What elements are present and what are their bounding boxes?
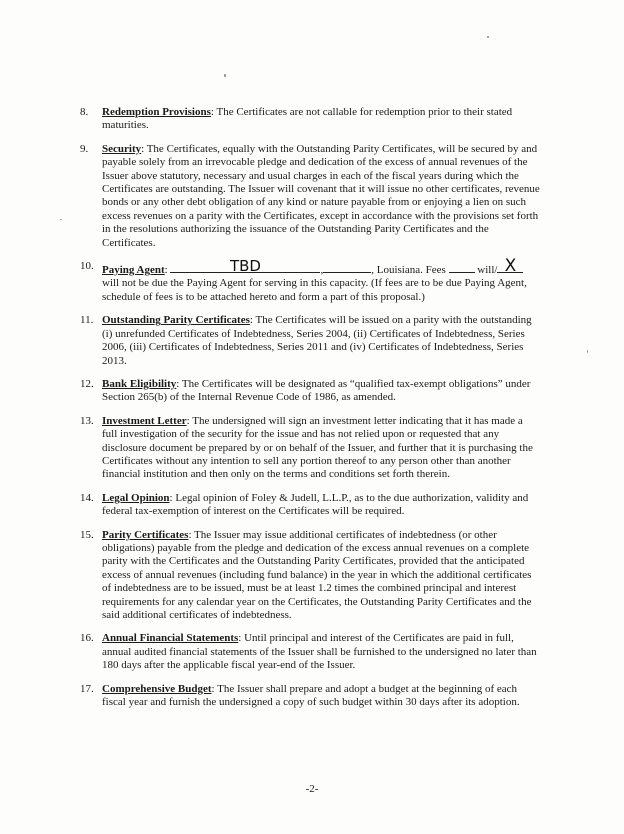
list-item <box>80 492 540 519</box>
list-item <box>80 143 540 250</box>
list-item <box>80 378 540 405</box>
item-heading: Annual Financial Statements <box>102 632 239 645</box>
item-heading: Redemption Provisions <box>102 106 211 118</box>
item-number: 11. <box>80 314 94 327</box>
scan-speck <box>487 36 489 38</box>
item-heading: Bank Eligibility <box>102 377 177 390</box>
fees-will-blank[interactable] <box>449 260 475 273</box>
item-number: 10. <box>80 260 94 273</box>
item-heading: Paying Agent <box>102 264 165 277</box>
list-item <box>80 415 540 482</box>
fees-will-not-blank[interactable] <box>497 255 523 276</box>
item-number: 17. <box>80 682 94 695</box>
item-body: : The Issuer may issue additional certificates of indebtedness (or other obligations) payable from the pledge and dedication of the excess annual revenues on a complete parity with the Certificates and the Outstanding Parity Certificates, provided that the anticipated excess of annual revenues (including fund balance) in the year in which the additional certificates of indebtedness are to be issued, must be at least 1.2 times the combined principal and interest requirements for any calendar year on the Certificates, the Outstanding Parity Certificates and the said additional certificates of indebtedness. <box>102 528 532 621</box>
item-heading: Security <box>102 142 142 155</box>
item-heading: Comprehensive Budget <box>102 682 212 695</box>
item-body: : The Certificates will be designated as “qualified tax-exempt obligations” under Section 265(b) of the Internal Revenue Code of 1986, as amended. <box>102 377 531 404</box>
item-number: 8. <box>80 106 89 118</box>
handwritten-name: TBD <box>229 256 261 275</box>
item-number: 9. <box>80 142 89 155</box>
item-heading: Legal Opinion <box>102 491 170 504</box>
provisions-list <box>80 106 540 719</box>
item-number: 14. <box>80 491 94 504</box>
page-number: -2- <box>305 783 319 795</box>
list-item <box>80 683 540 710</box>
item-number: 16. <box>80 632 94 645</box>
item-body: : The Issuer shall prepare and adopt a budget at the beginning of each fiscal year and furnish the undersigned a copy of such budget within 30 days after its adoption. <box>102 682 520 709</box>
item-number: 13. <box>80 414 94 427</box>
paying-agent-name-field[interactable] <box>170 256 320 275</box>
item-heading: Outstanding Parity Certificates <box>102 314 250 327</box>
handwritten-mark: X <box>504 255 517 276</box>
item-body: : The Certificates will be issued on a parity with the outstanding (i) unrefunded Certificates of Indebtedness, Series 2004, (ii) Certificates of Indebtedness, Series 2006, (iii) Certificates of Indebtedness, Series 2011 and (iv) Certificates of Indebtedness, Series 2013. <box>102 314 532 367</box>
item-heading: Parity Certificates <box>102 528 189 541</box>
scan-speck <box>587 350 588 353</box>
paying-agent-item: 10. Paying Agent: TBD , , Louisiana. Fees will/ X will not be due the Paying Agent for serving in this capacity. (If fees are to be due Paying Agent, schedule of fees is to be attached hereto and form a part of this proposal.) <box>80 255 527 303</box>
list-item <box>80 632 540 672</box>
item-body: : The Certificates, equally with the Outstanding Parity Certificates, will be secured by and payable solely from an irrevocable pledge and dedication of the excess of annual revenues of the Issuer above statutory, necessary and usual charges in each of the fiscal years during which the Certificates are outstanding. The Issuer will covenant that it will issue no other certificates, revenue bonds or any other debt obligation of any kind or nature payable from or enjoying a lien on such excess revenues on a parity with the Certificates, except in accordance with the provisions set forth in the resolutions authorizing the issuance of the Outstanding Parity Certificates and the Certificates. <box>102 142 540 249</box>
list-item <box>80 106 540 133</box>
item-body: : The Certificates are not callable for redemption prior to their stated maturities. <box>102 106 513 132</box>
paying-agent-city-field[interactable] <box>323 260 371 273</box>
list-item <box>80 314 540 368</box>
item-body: : Legal opinion of Foley & Judell, L.L.P., as to the due authorization, validity and federal tax-exemption of interest on the Certificates will be required. <box>102 491 529 518</box>
item-body: : The undersigned will sign an investment letter indicating that it has made a full investigation of the security for the issue and has not relied upon or requested that any disclosure document be prepared by or on behalf of the Issuer, and further that it is purchasing the Certificates without any intention to sell any portion thereof to any person other than another financial institution and then only on the terms and conditions set forth therein. <box>102 414 533 481</box>
item-number: 15. <box>80 528 94 541</box>
list-item <box>80 529 540 623</box>
scan-speck <box>60 219 62 220</box>
scan-speck <box>224 74 226 77</box>
item-body: : Until principal and interest of the Certificates are paid in full, annual audited financial statements of the Issuer shall be furnished to the undersigned no later than 180 days after the applicable fiscal year-end of the Issuer. <box>102 632 537 672</box>
item-heading: Investment Letter <box>102 414 187 427</box>
item-number: 12. <box>80 377 94 390</box>
